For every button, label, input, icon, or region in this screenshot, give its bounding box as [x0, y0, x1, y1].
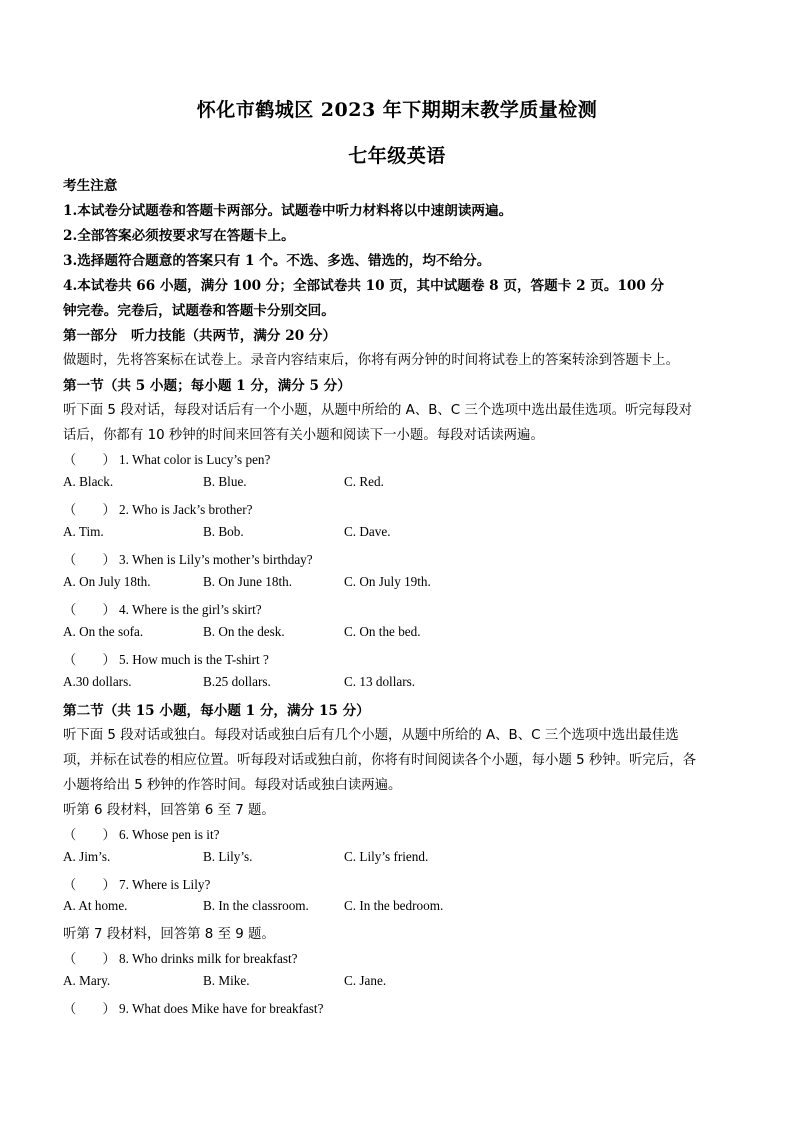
question-5-options — [63, 674, 763, 692]
section2-heading: 第二节（共 15 小题，每小题 1 分，满分 15 分） — [63, 703, 370, 719]
option-a: A. Black. — [63, 474, 114, 489]
question-stem: 5. How much is the T-shirt ? — [119, 652, 269, 667]
section2-instruction-line1: 听下面 5 段对话或独白。每段对话或独白后有几个小题，从题中所给的 A、B、C 三个选项中选出最佳选 — [63, 728, 679, 743]
option-c: C. On July 19th. — [344, 574, 431, 589]
exam-subtitle: 七年级英语 — [348, 145, 446, 167]
option-a: A. Mary. — [63, 973, 111, 988]
section1-instruction-line1: 听下面 5 段对话，每段对话后有一个小题，从题中所给的 A、B、C 三个选项中选出最佳选项。听完每段对 — [63, 403, 693, 418]
question-1-options — [63, 474, 763, 492]
option-c: C. Lily’s friend. — [344, 849, 429, 864]
question-6 — [63, 824, 219, 843]
option-b: B. On June 18th. — [203, 574, 293, 589]
option-b: B. Mike. — [203, 973, 250, 988]
answer-blank[interactable]: （ ） — [63, 552, 116, 567]
question-stem: 8. Who drinks milk for breakfast? — [119, 951, 298, 966]
material-7-label: 听第 7 段材料，回答第 8 至 9 题。 — [63, 927, 275, 942]
question-stem: 6. Whose pen is it? — [119, 827, 220, 842]
option-a: A. On the sofa. — [63, 624, 144, 639]
question-6-options — [63, 849, 763, 867]
question-stem: 4. Where is the girl’s skirt? — [119, 602, 262, 617]
answer-blank[interactable]: （ ） — [63, 452, 116, 467]
question-1 — [63, 449, 270, 468]
question-4 — [63, 599, 262, 618]
material-6-label: 听第 6 段材料，回答第 6 至 7 题。 — [63, 803, 275, 818]
answer-blank[interactable]: （ ） — [63, 827, 116, 842]
option-c: C. 13 dollars. — [344, 674, 416, 689]
option-b: B. Lily’s. — [203, 849, 253, 864]
option-b: B. Blue. — [203, 474, 247, 489]
question-stem: 7. Where is Lily? — [119, 877, 211, 892]
notice-item-3: 3.选择题符合题意的答案只有 1 个。不选、多选、错选的，均不给分。 — [63, 253, 491, 269]
option-b: B. In the classroom. — [203, 898, 309, 913]
option-c: C. Red. — [344, 474, 384, 489]
notice-item-4-cont: 钟完卷。完卷后，试题卷和答题卡分别交回。 — [63, 303, 335, 319]
answer-blank[interactable]: （ ） — [63, 877, 116, 892]
question-3 — [63, 549, 313, 568]
option-a: A. Tim. — [63, 524, 104, 539]
notice-heading: 考生注意 — [63, 178, 118, 194]
section1-heading: 第一节（共 5 小题；每小题 1 分，满分 5 分） — [63, 378, 351, 394]
notice-item-2: 2.全部答案必须按要求写在答题卡上。 — [63, 228, 295, 244]
answer-blank[interactable]: （ ） — [63, 502, 116, 517]
option-c: C. In the bedroom. — [344, 898, 444, 913]
question-4-options — [63, 624, 763, 642]
question-7 — [63, 874, 210, 893]
question-8 — [63, 948, 297, 967]
question-9 — [63, 998, 323, 1017]
option-b: B. On the desk. — [203, 624, 285, 639]
part1-heading: 第一部分 听力技能（共两节，满分 20 分） — [63, 328, 337, 344]
question-7-options — [63, 898, 763, 916]
question-8-options — [63, 973, 763, 991]
question-2-options — [63, 524, 763, 542]
answer-blank[interactable]: （ ） — [63, 1001, 116, 1016]
option-b: B.25 dollars. — [203, 674, 271, 689]
question-stem: 1. What color is Lucy’s pen? — [119, 452, 271, 467]
option-c: C. Dave. — [344, 524, 391, 539]
section2-instruction-line2: 项，并标在试卷的相应位置。听每段对话或独白前，你将有时间阅读各个小题，每小题 5 秒钟。听完后，各 — [63, 753, 696, 768]
answer-blank[interactable]: （ ） — [63, 602, 116, 617]
question-stem: 3. When is Lily’s mother’s birthday? — [119, 552, 313, 567]
option-a: A.30 dollars. — [63, 674, 132, 689]
question-stem: 9. What does Mike have for breakfast? — [119, 1001, 324, 1016]
notice-item-4: 4.本试卷共 66 小题，满分 100 分；全部试卷共 10 页，其中试题卷 8 页，答题卡 2 页。100 分 — [63, 278, 665, 294]
question-3-options — [63, 574, 763, 592]
answer-blank[interactable]: （ ） — [63, 951, 116, 966]
answer-blank[interactable]: （ ） — [63, 652, 116, 667]
option-c: C. Jane. — [344, 973, 387, 988]
option-a: A. At home. — [63, 898, 128, 913]
question-5 — [63, 649, 269, 668]
option-a: A. Jim’s. — [63, 849, 111, 864]
exam-title: 怀化市鹤城区 2023 年下期期末教学质量检测 — [196, 99, 598, 121]
notice-item-1: 1.本试卷分试题卷和答题卡两部分。试题卷中听力材料将以中速朗读两遍。 — [63, 203, 513, 219]
option-c: C. On the bed. — [344, 624, 421, 639]
section2-instruction-line3: 小题将给出 5 秒钟的作答时间。每段对话或独白读两遍。 — [63, 778, 402, 793]
question-2 — [63, 499, 252, 518]
option-a: A. On July 18th. — [63, 574, 151, 589]
part1-instruction: 做题时，先将答案标在试卷上。录音内容结束后，你将有两分钟的时间将试卷上的答案转涂到答题卡上。 — [63, 353, 679, 368]
question-stem: 2. Who is Jack’s brother? — [119, 502, 253, 517]
option-b: B. Bob. — [203, 524, 244, 539]
section1-instruction-line2: 话后，你都有 10 秒钟的时间来回答有关小题和阅读下一小题。每段对话读两遍。 — [63, 428, 544, 443]
